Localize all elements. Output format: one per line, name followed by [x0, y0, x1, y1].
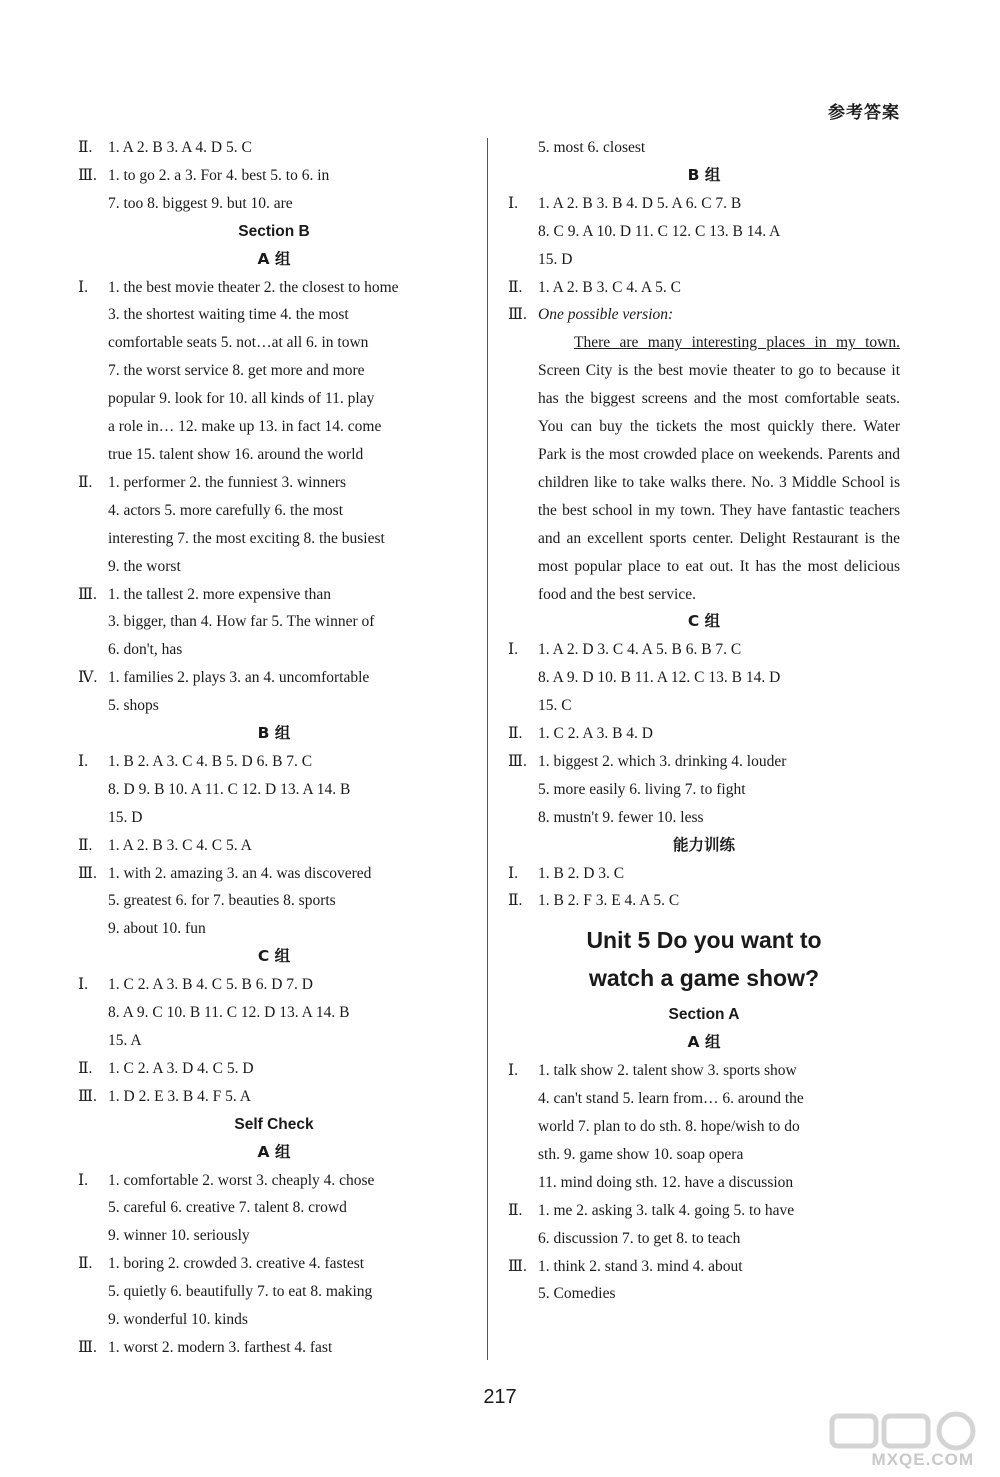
answer-text: 1. A 2. B 3. B 4. D 5. A 6. C 7. B [538, 194, 742, 212]
section-numeral: Ⅲ. [508, 752, 527, 770]
section-numeral: Ⅲ. [78, 1338, 97, 1356]
answer-line: 6. don't, has [108, 641, 183, 659]
section-numeral: Ⅲ. [78, 864, 97, 882]
answer-text: 1. talk show 2. talent show 3. sports show [538, 1062, 797, 1080]
answer-line [508, 860, 900, 888]
answer-line: world 7. plan to do sth. 8. hope/wish to do [538, 1118, 800, 1135]
section-numeral: Ⅰ. [78, 976, 88, 994]
section-numeral: Ⅳ. [78, 669, 98, 687]
answer-line: 3. the shortest waiting time 4. the most [108, 306, 349, 324]
answer-line [78, 748, 470, 776]
left-column [78, 134, 470, 1362]
section-numeral: Ⅲ. [78, 166, 97, 184]
answer-line: 7. too 8. biggest 9. but 10. are [108, 194, 293, 212]
watermark-domain: MXQE.COM [871, 1450, 974, 1469]
answer-line [78, 971, 470, 999]
answer-line [78, 469, 470, 497]
section-numeral: Ⅱ. [508, 278, 523, 296]
section-numeral: Ⅱ. [508, 725, 523, 743]
answer-line [508, 190, 900, 218]
column-divider [487, 138, 488, 1360]
section-numeral: Ⅰ. [508, 194, 518, 212]
section-heading: B 组 [687, 165, 721, 184]
section-numeral: Ⅰ. [78, 1171, 88, 1189]
answer-line: 8. D 9. B 10. A 11. C 12. D 13. A 14. B [108, 780, 351, 798]
answer-line [78, 162, 470, 190]
answer-line: 15. D [108, 808, 143, 826]
section-heading: A 组 [257, 249, 291, 268]
section-numeral: Ⅰ. [78, 278, 88, 296]
answer-text: 1. A 2. B 3. A 4. D 5. C [108, 139, 252, 156]
answer-line: 5. Comedies [538, 1285, 616, 1303]
section-numeral: Ⅰ. [508, 1062, 518, 1080]
section-heading: C 组 [257, 947, 291, 966]
section-heading: B 组 [257, 724, 291, 743]
section-heading: A 组 [257, 1142, 291, 1161]
section-numeral: Ⅲ. [78, 585, 97, 603]
answer-text: 1. to go 2. a 3. For 4. best 5. to 6. in [108, 166, 330, 184]
essay-body: Screen City is the best movie theater to go to because it has the biggest screens and the most comfortable seats. You can buy the tickets the most quickly there. Water Park is the most crowded place on weekends. Parents and children like to take walks there. No. 3 Middle School is the best school in my town. They have fantastic teachers and an excellent sports center. Delight Restaurant is the most popular place to eat out. It has the most delicious food and the best service. [538, 362, 900, 603]
answer-line: 8. A 9. D 10. B 11. A 12. C 13. B 14. D [538, 669, 781, 687]
section-heading: Section B [238, 222, 310, 240]
section-numeral: Ⅲ. [508, 1257, 527, 1275]
answer-line: 5. more easily 6. living 7. to fight [538, 780, 746, 798]
answer-line: 5. greatest 6. for 7. beauties 8. sports [108, 892, 336, 910]
section-heading: Section A [668, 1006, 740, 1024]
answer-line [78, 274, 470, 302]
answer-line: comfortable seats 5. not…at all 6. in town [108, 334, 369, 352]
answer-line: 15. D [538, 250, 573, 268]
answer-line [508, 720, 900, 748]
section-heading: A 组 [687, 1033, 721, 1052]
answer-line [508, 748, 900, 776]
answer-line [508, 274, 900, 302]
section-numeral: Ⅰ. [78, 752, 88, 770]
right-column [508, 134, 900, 1308]
answer-line: 8. mustn't 9. fewer 10. less [538, 808, 704, 826]
section-numeral: Ⅱ. [78, 836, 93, 854]
answer-text: 1. A 2. B 3. C 4. C 5. A [108, 836, 252, 854]
answer-line: 15. A [108, 1032, 142, 1049]
section-heading: Self Check [234, 1115, 314, 1133]
answer-line: popular 9. look for 10. all kinds of 11. play [108, 390, 375, 408]
answer-line [78, 1334, 470, 1362]
answer-text: 1. with 2. amazing 3. an 4. was discovered [108, 864, 372, 882]
section-numeral: Ⅱ. [78, 139, 93, 156]
version-label: One possible version: [538, 306, 674, 324]
answer-line: sth. 9. game show 10. soap opera [538, 1145, 744, 1163]
answer-text: 1. A 2. B 3. C 4. A 5. C [538, 278, 681, 296]
answer-line [78, 134, 470, 162]
answer-line: interesting 7. the most exciting 8. the busiest [108, 529, 385, 547]
answer-line: a role in… 12. make up 13. in fact 14. come [108, 418, 382, 436]
answer-line: 9. the worst [108, 557, 181, 575]
unit-title-line-1: Unit 5 Do you want to [586, 927, 822, 954]
answer-text: 1. boring 2. crowded 3. creative 4. fastest [108, 1255, 365, 1273]
section-numeral: Ⅱ. [78, 1059, 93, 1077]
section-numeral: Ⅱ. [78, 1255, 93, 1273]
answer-line [78, 860, 470, 888]
answer-line [508, 636, 900, 664]
answer-text: 1. biggest 2. which 3. drinking 4. louder [538, 752, 787, 770]
answer-line: 4. actors 5. more carefully 6. the most [108, 501, 344, 519]
answer-line [78, 1055, 470, 1083]
answer-line [508, 1197, 900, 1225]
answer-line: 5. shops [108, 697, 159, 715]
page-header: 参考答案 [828, 103, 900, 123]
answer-text: 1. worst 2. modern 3. farthest 4. fast [108, 1338, 333, 1356]
answer-text: 1. C 2. A 3. B 4. D [538, 725, 653, 743]
answer-line: 5. most 6. closest [538, 139, 646, 156]
answer-line: 3. bigger, than 4. How far 5. The winner of [108, 613, 375, 631]
answer-text: 1. the tallest 2. more expensive than [108, 585, 331, 603]
answer-line [508, 1057, 900, 1085]
essay-underlined-sentence: There are many interesting places in my town. [574, 334, 900, 352]
answer-line: 15. C [538, 697, 572, 715]
answer-line: 4. can't stand 5. learn from… 6. around the [538, 1090, 804, 1108]
answer-text: 1. D 2. E 3. B 4. F 5. A [108, 1087, 251, 1105]
answer-text: 1. A 2. D 3. C 4. A 5. B 6. B 7. C [538, 641, 742, 659]
section-numeral: Ⅱ. [78, 473, 93, 491]
answer-text: 1. B 2. A 3. C 4. B 5. D 6. B 7. C [108, 752, 313, 770]
answer-line [78, 1250, 470, 1278]
answer-line: 8. C 9. A 10. D 11. C 12. C 13. B 14. A [538, 222, 781, 240]
page-number: 217 [483, 1386, 517, 1408]
section-heading: 能力训练 [672, 835, 735, 854]
version-line [508, 301, 900, 329]
answer-text: 1. the best movie theater 2. the closest to home [108, 278, 399, 296]
section-numeral: Ⅱ. [508, 892, 523, 910]
answer-line: true 15. talent show 16. around the world [108, 445, 364, 463]
answer-line [78, 1083, 470, 1111]
answer-text: 1. B 2. F 3. E 4. A 5. C [538, 892, 680, 910]
answer-line: 7. the worst service 8. get more and more [108, 362, 365, 380]
watermark-logo [822, 1410, 992, 1472]
section-heading: C 组 [687, 612, 721, 631]
answer-line: 8. A 9. C 10. B 11. C 12. D 13. A 14. B [108, 1004, 350, 1022]
section-numeral: Ⅰ. [508, 864, 518, 882]
answer-line: 5. careful 6. creative 7. talent 8. crowd [108, 1199, 347, 1217]
answer-line [508, 887, 900, 915]
answer-text: 1. me 2. asking 3. talk 4. going 5. to have [538, 1201, 795, 1219]
sample-essay [508, 329, 900, 608]
answer-text: 1. think 2. stand 3. mind 4. about [538, 1257, 743, 1275]
answer-text: 1. B 2. D 3. C [538, 864, 625, 882]
answer-line: 6. discussion 7. to get 8. to teach [538, 1229, 741, 1247]
section-numeral: Ⅲ. [78, 1087, 97, 1105]
unit-title [508, 921, 900, 997]
section-numeral: Ⅰ. [508, 641, 518, 659]
answer-line [78, 664, 470, 692]
answer-line: 9. wonderful 10. kinds [108, 1311, 248, 1329]
answer-line [508, 1253, 900, 1281]
answer-line: 5. quietly 6. beautifully 7. to eat 8. making [108, 1283, 373, 1301]
answer-text: 1. C 2. A 3. D 4. C 5. D [108, 1059, 254, 1077]
answer-line [78, 581, 470, 609]
answer-line: 9. winner 10. seriously [108, 1227, 250, 1245]
section-numeral: Ⅱ. [508, 1201, 523, 1219]
answer-text: 1. families 2. plays 3. an 4. uncomfortable [108, 669, 370, 687]
answer-line: 9. about 10. fun [108, 920, 206, 938]
answer-text: 1. C 2. A 3. B 4. C 5. B 6. D 7. D [108, 976, 313, 994]
unit-title-line-2: watch a game show? [588, 965, 820, 992]
answer-line [78, 1167, 470, 1195]
answer-line [78, 832, 470, 860]
answer-text: 1. comfortable 2. worst 3. cheaply 4. chose [108, 1171, 375, 1189]
answer-text: 1. performer 2. the funniest 3. winners [108, 473, 347, 491]
answer-line: 11. mind doing sth. 12. have a discussion [538, 1173, 794, 1191]
section-numeral: Ⅲ. [508, 306, 527, 324]
